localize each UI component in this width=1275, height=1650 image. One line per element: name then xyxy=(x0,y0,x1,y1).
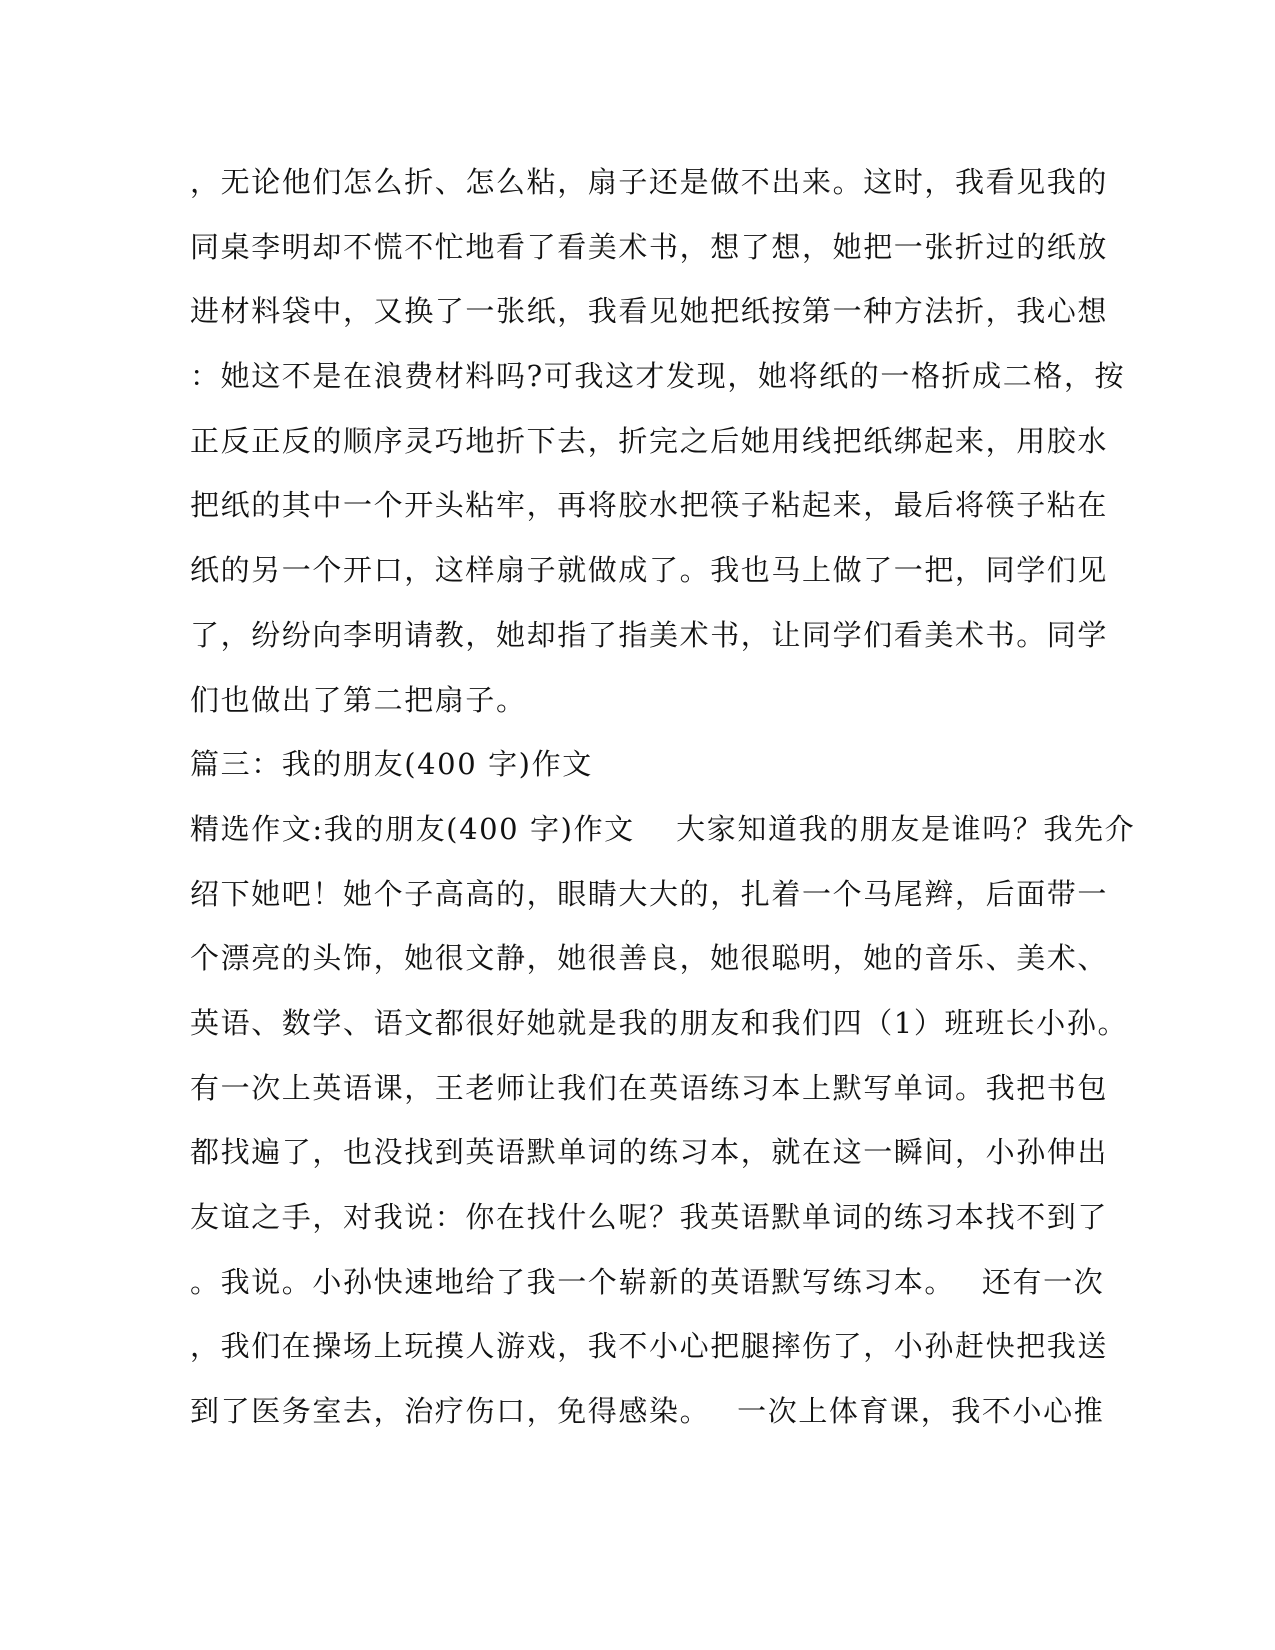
text-line: 纸的另一个开口，这样扇子就做成了。我也马上做了一把，同学们见 xyxy=(190,553,1109,588)
text-line: 英语、数学、语文都很好她就是我的朋友和我们四（1）班班长小孙。 xyxy=(190,1005,1129,1040)
text-line: 都找遍了，也没找到英语默单词的练习本，就在这一瞬间，小孙伸出 xyxy=(190,1135,1109,1170)
text-line: 有一次上英语课，王老师让我们在英语练习本上默写单词。我把书包 xyxy=(190,1070,1109,1105)
text-line: 同桌李明却不慌不忙地看了看美术书，想了想，她把一张折过的纸放 xyxy=(190,229,1109,264)
text-line: 友谊之手，对我说：你在找什么呢？我英语默单词的练习本找不到了 xyxy=(190,1200,1109,1234)
text-line: ，我们在操场上玩摸人游戏，我不小心把腿摔伤了，小孙赶快把我送 xyxy=(190,1329,1109,1364)
text-line: 们也做出了第二把扇子。 xyxy=(190,682,527,717)
text-line: 进材料袋中，又换了一张纸，我看见她把纸按第一种方法折，我心想 xyxy=(190,294,1109,329)
text-line: 精选作文:我的朋友(400 字)作文 大家知道我的朋友是谁吗？我先介 xyxy=(190,811,1136,846)
text-line: 个漂亮的头饰，她很文静，她很善良，她很聪明，她的音乐、美术、 xyxy=(190,941,1109,976)
text-line: 绍下她吧！她个子高高的，眼睛大大的，扎着一个马尾辫，后面带一 xyxy=(190,876,1109,911)
text-line: 正反正反的顺序灵巧地折下去，折完之后她用线把纸绑起来，用胶水 xyxy=(190,423,1109,458)
text-line: ，无论他们怎么折、怎么粘，扇子还是做不出来。这时，我看见我的 xyxy=(190,165,1109,199)
text-line: 了，纷纷向李明请教，她却指了指美术书，让同学们看美术书。同学 xyxy=(190,617,1109,652)
document-body xyxy=(190,150,1136,1444)
text-line: 把纸的其中一个开头粘牢，再将胶水把筷子粘起来，最后将筷子粘在 xyxy=(190,488,1109,523)
text-line: 到了医务室去，治疗伤口，免得感染。 一次上体育课，我不小心推 xyxy=(190,1394,1105,1429)
text-line: 。我说。小孙快速地给了我一个崭新的英语默写练习本。 还有一次 xyxy=(190,1264,1105,1299)
section-heading: 篇三：我的朋友(400 字)作文 xyxy=(190,747,593,782)
text-line: ：她这不是在浪费材料吗?可我这才发现，她将纸的一格折成二格，按 xyxy=(190,359,1126,394)
